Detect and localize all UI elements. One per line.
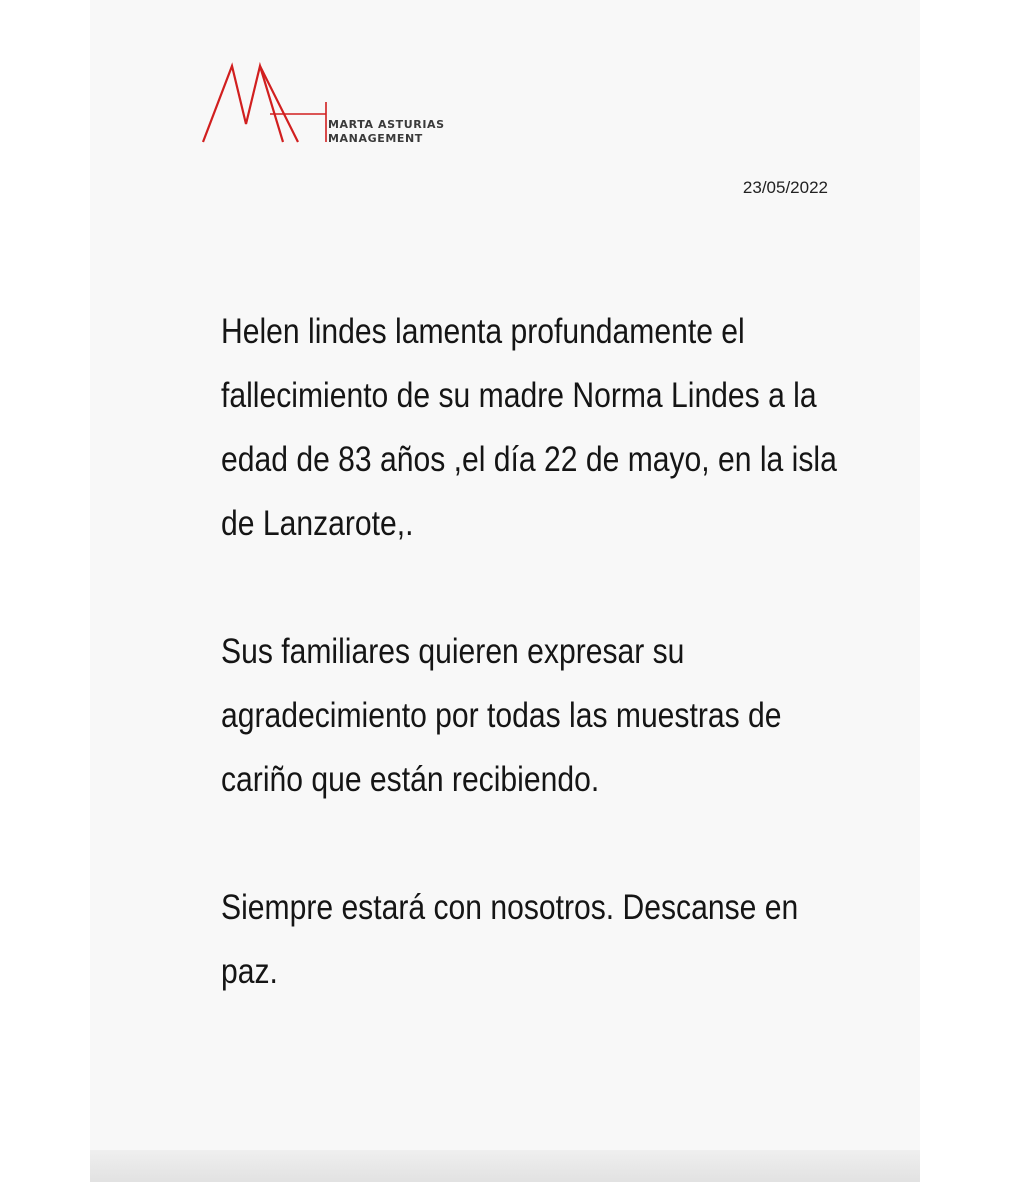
company-logo [200, 62, 460, 152]
ma-monogram-icon [200, 62, 330, 147]
paragraph-thanks: Sus familiares quieren expresar su agradecimiento por todas las muestras de cariño que están recibiendo. [221, 632, 782, 799]
paragraph-announcement: Helen lindes lamenta profundamente el fallecimiento de su madre Norma Lindes a la edad de 83 años ,el día 22 de mayo, en la isla de Lanzarote,. [221, 312, 837, 543]
logo-wordmark [328, 118, 445, 146]
document-date: 23/05/2022 [742, 178, 828, 197]
logo-line-1: MARTA ASTURIAS [328, 118, 445, 131]
sheet-bottom-edge [90, 1150, 920, 1182]
logo-line-2: MANAGEMENT [328, 132, 423, 145]
paragraph-closing: Siempre estará con nosotros. Descanse en paz. [221, 888, 799, 991]
statement-body [221, 300, 837, 1004]
